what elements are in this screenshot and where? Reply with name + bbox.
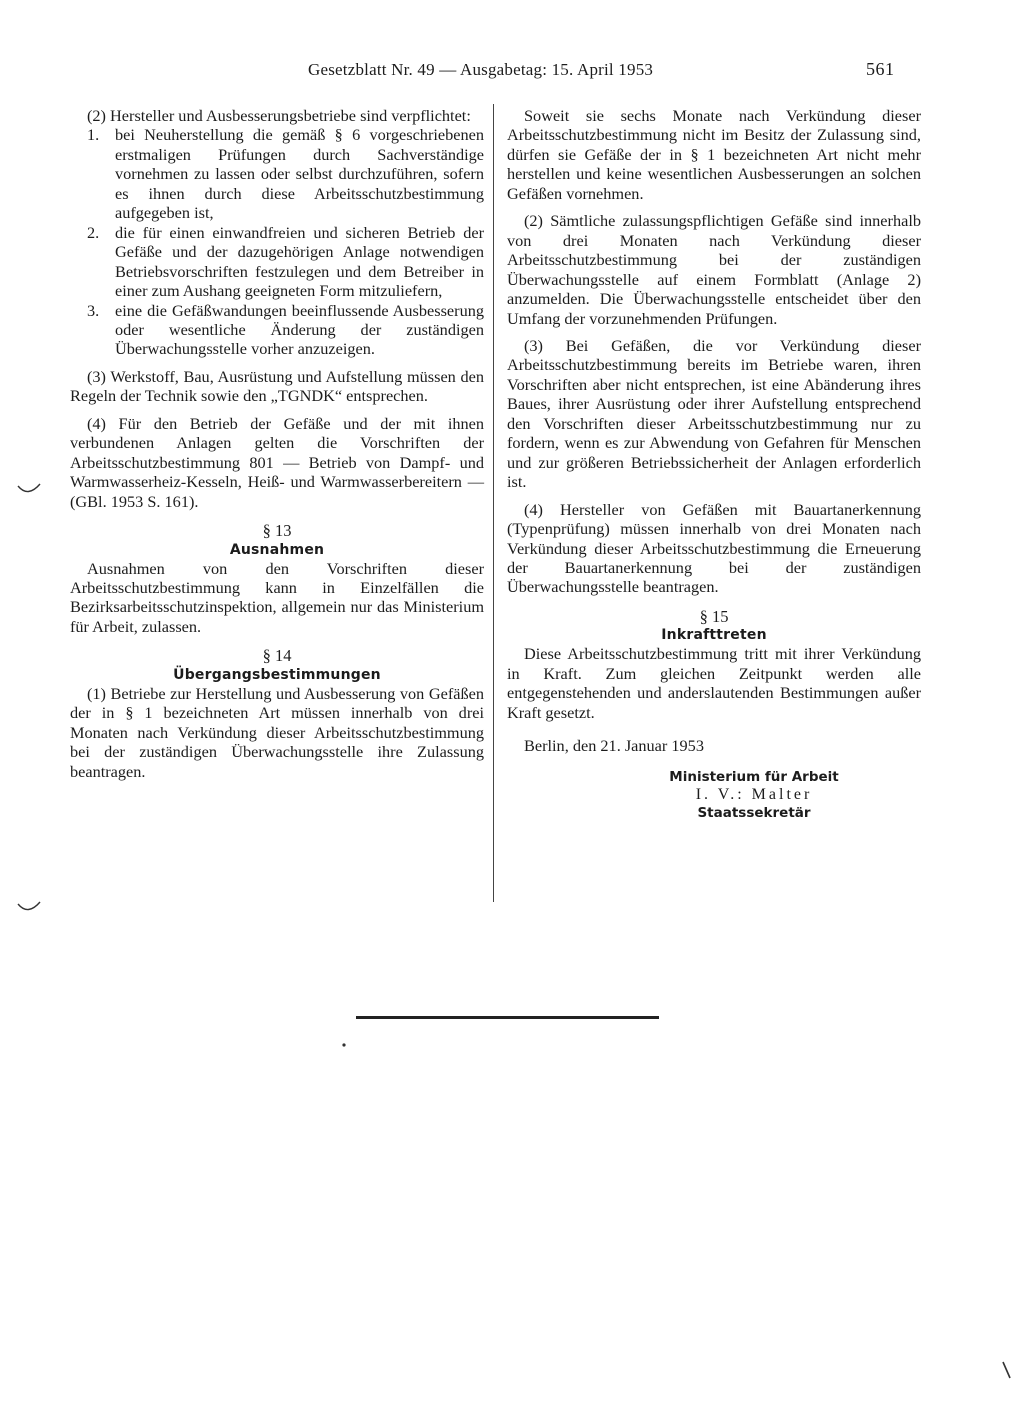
signature-name: I. V.: Malter	[695, 785, 813, 803]
section-15-text: Diese Arbeitsschutzbestimmung tritt mit ihrer Verkündung in Kraft. Zum gleichen Zeitpunkt werden alle entgegenstehenden und anderslautenden Bestimmungen außer Kraft gesetzt.	[507, 644, 921, 722]
list-item-text: die für einen einwandfreien und sicheren Betrieb der Gefäße und der dazugehörigen Anlage notwendigen Betriebsvorschriften festzulegen und dem Betreiber in einer zum Aushang geeigneten Form mitzuliefern,	[115, 222, 484, 301]
list-item-number: 2.	[87, 222, 100, 242]
section-14-number: § 14	[262, 646, 292, 666]
section-13-text: Ausnahmen von den Vorschriften dieser Arbeitsschutzbestimmung kann in Einzelfällen die Bezirksarbeitsschutzinspektion, allgemein nur das Ministerium für Arbeit, zulassen.	[70, 558, 484, 636]
paragraph-14-1-continued: Soweit sie sechs Monate nach Verkündung dieser Arbeitsschutzbestimmung nicht im Besitz der Zulassung sind, dürfen sie Gefäße der in § 1 bezeichneten Art nicht mehr herstellen und keine wesentlichen Ausbesserungen an solchen Gefäßen vornehmen.	[507, 106, 921, 203]
right-column	[507, 106, 921, 822]
list-item-number: 1.	[87, 125, 100, 145]
paragraph-14-2: (2) Sämtliche zulassungspflichtigen Gefäße sind innerhalb von drei Monaten nach Verkündung dieser Arbeitsschutzbestimmung bei der zuständigen Überwachungsstelle auf einem Formblatt (Anlage 2) anzumelden. Die Überwachungsstelle entscheidet über den Umfang der vorzunehmenden Prüfungen.	[507, 211, 921, 328]
left-column	[70, 106, 484, 781]
paragraph-12-3: (3) Werkstoff, Bau, Ausrüstung und Aufstellung müssen den Regeln der Technik sowie den „TGNDK“ entsprechen.	[70, 366, 484, 406]
margin-curve-mark	[16, 480, 42, 500]
obligation-list	[70, 125, 484, 358]
signature-role: Staatssekretär	[697, 804, 811, 821]
paragraph-14-4: (4) Hersteller von Gefäßen mit Bauartanerkennung (Typenprüfung) müssen innerhalb von drei Monaten nach Verkündung dieser Arbeitsschutzbestimmung die Erneuerung der Bauartanerkennung bei der zuständigen Überwachungsstelle beantragen.	[507, 499, 921, 597]
list-item	[70, 301, 484, 359]
place-and-date: Berlin, den 21. Januar 1953	[524, 736, 704, 756]
list-item-text: bei Neuherstellung die gemäß § 6 vorgeschriebenen erstmaligen Prüfungen durch Sachverständige vornehmen zu lassen oder selbst durchzuführen, sofern es ihnen durch diese Arbeitsschutzbestimmung aufgegeben ist,	[115, 125, 484, 223]
scan-dot-mark	[341, 1042, 347, 1048]
section-14-title: Übergangsbestimmungen	[173, 666, 381, 683]
page-header-title: Gesetzblatt Nr. 49 — Ausgabetag: 15. April 1953	[308, 60, 654, 79]
list-item-number: 3.	[87, 300, 100, 320]
end-rule	[356, 1016, 659, 1019]
margin-curve-mark	[16, 898, 42, 918]
list-item-text: eine die Gefäßwandungen beeinflussende Ausbesserung oder wesentliche Änderung der zuständigen Überwachungsstelle vorher anzuzeigen.	[115, 300, 484, 359]
paragraph-12-2-intro: (2) Hersteller und Ausbesserungsbetriebe sind verpflichtet:	[87, 106, 471, 125]
signature-block	[587, 768, 921, 822]
paragraph-14-1: (1) Betriebe zur Herstellung und Ausbesserung von Gefäßen der in § 1 bezeichneten Art müssen innerhalb von drei Monaten nach Verkündung dieser Arbeitsschutzbestimmung bei der zuständigen Überwachungsstelle ihre Zulassung beantragen.	[70, 683, 484, 781]
column-divider	[493, 104, 494, 902]
section-15-title: Inkrafttreten	[661, 627, 767, 644]
paragraph-14-3: (3) Bei Gefäßen, die vor Verkündung dieser Arbeitsschutzbestimmung bereits im Betriebe waren, ihren Vorschriften aber nicht entsprechen, ist eine Abänderung ihres Baues, ihrer Ausrüstung oder ihrer Aufstellung entsprechend den Vorschriften dieser Arbeitsschutzbestimmung nur zu fordern, wenn es zur Abwendung von Gefahren für Menschen und zur größeren Betriebssicherheit der Anlagen erforderlich ist.	[507, 335, 921, 492]
list-item	[70, 125, 484, 222]
signature-ministry: Ministerium für Arbeit	[669, 768, 839, 785]
section-13-number: § 13	[262, 521, 292, 541]
paragraph-12-4: (4) Für den Betrieb der Gefäße und der mit ihnen verbundenen Anlagen gelten die Vorschriften der Arbeitsschutzbestimmung 801 — Betrieb von Dampf- und Warmwasserheiz-Kesseln, Heiß- und Warmwasserbereitern — (GBl. 1953 S. 161).	[70, 413, 484, 511]
page-number: 561	[866, 59, 895, 79]
scan-tick-mark	[1000, 1360, 1014, 1382]
section-15-number: § 15	[699, 606, 729, 626]
section-13-title: Ausnahmen	[229, 541, 325, 558]
list-item	[70, 223, 484, 301]
